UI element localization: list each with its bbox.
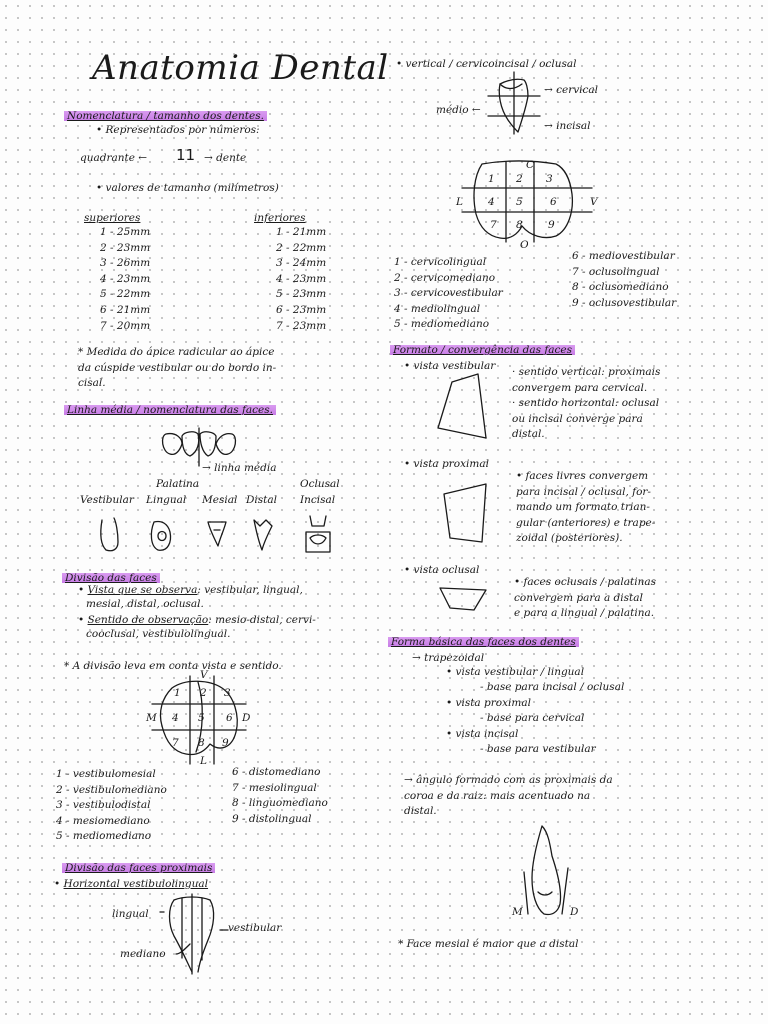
text-line: convergem para a distal [514,591,643,604]
sentido-line2: cooclusal, vestibulolingual. [86,628,231,640]
list-item: 9 - oclusovestibular [572,296,677,309]
fb-item-3: - base para cervical [480,712,585,724]
formato-vista-vestibular: • vista vestibular [404,360,496,372]
tooth-angle-diagram [518,822,574,918]
face-distal-label: Distal [246,494,278,506]
inferiores-list [276,226,326,335]
text-line: • faces livres convergem [516,470,649,482]
face-vestibular-label: Vestibular [80,494,134,506]
horizontal-underlined: Horizontal vestibulolingual [63,878,209,890]
tooth-faces-illustration [96,512,356,558]
list-item: 5 - 22mm [100,288,151,301]
grid-number-8: 8 [198,737,205,749]
trapezoid-vestibular-shape [434,372,494,440]
text-line: → ângulo formado com as proximais da [404,774,613,786]
distal-letter: D [570,906,579,918]
dente-label: → dente [204,152,247,164]
list-item: 3 - 24mm [276,257,327,270]
section-heading-linha-media: Linha média / nomenclatura das faces. [64,404,276,416]
tooth-division-grid-diagram [146,669,251,767]
list-item: 7 - 23mm [276,319,327,332]
trapezoidal-label: → trapezoidal [412,652,485,664]
list-item: 5 - mediomediano [56,830,152,843]
vista-rest: : vestibular, lingual, [197,584,303,596]
note-line: da cúspide vestibular ou do bordo in- [78,361,277,374]
mesial-letter: M [512,906,523,918]
palatina-label: Palatina [156,478,200,490]
vgrid-number-9: 9 [548,219,555,231]
fb-item-1: - base para incisal / oclusal [480,681,625,693]
note-line: * Medida do ápice radicular ao ápice [78,346,275,358]
list-item: 7 - oclusolingual [572,265,660,278]
list-item: 4 - 23mm [276,272,327,285]
text-line: ou incisal converge para [512,412,643,425]
grid-letter-l: L [200,755,207,767]
list-item: 2 - vestibulomediano [56,783,167,796]
section-heading-formato: Formato / convergência das faces [390,344,575,356]
formato-v3-text [514,576,656,623]
list-item: 6 - 23mm [276,303,327,316]
grid-number-2: 2 [200,687,207,699]
vertical-division-tooth-diagram [484,72,544,134]
vgrid-number-3: 3 [546,173,553,185]
list-item: 2 - cervicomediano [394,271,496,284]
medida-note [78,346,276,393]
quadrante-label: quadrante ← [80,152,148,164]
vertical-list-right [572,250,676,312]
list-item: 9 - distolingual [232,812,312,825]
vgrid-number-8: 8 [516,219,523,231]
list-item: 6 - distomediano [232,766,321,778]
list-item: 8 - oclusomediano [572,281,669,294]
vertical-list-left [394,256,503,334]
text-line: zoidal (posteriores). [516,532,623,545]
list-item: 7 - 20mm [100,319,151,332]
proximal-mediano-label: mediano [120,948,166,960]
trapezoid-oclusal-shape [438,584,490,614]
oclusal-label: Oclusal [300,478,340,490]
grid-number-5: 5 [198,712,205,724]
vgrid-number-4: 4 [488,196,495,208]
text-line: gular (anteriores) e trape- [516,516,656,529]
grid-number-7: 7 [172,737,179,749]
vertical-heading: • vertical / cervicoincisal / oclusal [396,58,577,70]
medio-label: médio ← [436,104,481,116]
vgrid-letter-c: C [526,159,535,171]
cervical-label: → cervical [544,84,599,96]
text-line: distal. [512,428,545,441]
list-item: 4 - mesiomediano [56,814,150,827]
section-heading-forma-basica: Forma básica das faces dos dentes [388,636,579,648]
vertical-grid-diagram [452,156,602,250]
vista-line2: mesial, distal, oclusal. [86,598,204,610]
fb-item-5: - base para vestibular [480,743,596,755]
formato-v1-text [512,366,660,444]
face-lingual-label: Lingual [146,494,187,506]
list-item: 2 - 22mm [276,241,327,254]
list-item: 3 - cervicovestibular [394,287,503,300]
superiores-list [100,226,150,335]
list-item: 6 - 21mm [100,303,151,316]
angulo-text [404,774,613,821]
divisao-list-right [232,766,328,828]
list-item: 1 - cervicolingual [394,256,487,268]
text-line: · sentido vertical: proximais [512,366,661,378]
incisal-label: → incisal [544,120,591,132]
vgrid-number-5: 5 [516,196,523,208]
list-item: 1 - vestibulomesial [56,768,156,780]
grid-number-1: 1 [174,687,181,699]
linha-media-label: → linha média [202,462,277,474]
grid-letter-v: V [200,669,208,681]
inferiores-label: inferiores [254,212,306,224]
vgrid-number-7: 7 [490,219,497,231]
face-mesial-label: Mesial [202,494,238,506]
text-line: convergem para cervical. [512,381,648,394]
section-heading-proximais: Divisão das faces proximais [62,862,215,874]
sentido-underlined: Sentido de observação [87,614,209,626]
text-line: distal. [404,805,437,818]
text-line: · sentido horizontal: oclusal [512,397,660,410]
list-item: 4 - 23mm [100,272,151,285]
page-title: Anatomia Dental [92,48,389,88]
text-line: para incisal / oclusal, for- [516,485,651,498]
divisao-list-left [56,768,167,846]
grid-letter-m: M [146,712,157,724]
text-line: mando um formato trian- [516,501,650,514]
grid-number-9: 9 [222,737,229,749]
bullet-sentido: • Sentido de observação: mesio-distal, cervi- [78,614,316,626]
divisao-note: * A divisão leva em conta vista e sentido. [64,660,282,672]
proximal-division-diagram [160,894,232,974]
list-item: 2 - 23mm [100,241,151,254]
formato-v2-text [516,470,655,548]
text-line: coroa e da raiz: mais acentuado na [404,789,591,802]
list-item: 8 - linguomediano [232,797,328,810]
bullet-horizontal: • Horizontal vestibulolingual [54,878,209,890]
note-line: cisal. [78,377,106,390]
vgrid-number-1: 1 [488,173,495,185]
formato-vista-proximal: • vista proximal [404,458,489,470]
grid-number-6: 6 [226,712,233,724]
text-line: e para a lingual / palatina. [514,607,655,620]
grid-number-4: 4 [172,712,179,724]
footnote-mesial: * Face mesial é maior que a distal [398,938,579,950]
list-item: 7 - mesiolingual [232,781,317,794]
grid-number-3: 3 [224,687,231,699]
vgrid-letter-v: V [590,196,598,208]
vista-underlined: Vista que se observa [87,584,198,596]
sentido-rest: : mesio-distal, cervi- [208,614,316,626]
face-incisal-label: Incisal [300,494,336,506]
list-item: 5 - mediomediano [394,318,490,331]
vgrid-number-2: 2 [516,173,523,185]
proximal-vestibular-label: vestibular [228,922,282,934]
list-item: 6 - mediovestibular [572,250,675,262]
proximal-lingual-label: lingual [112,908,149,920]
fb-item-0: • vista vestibular / lingual [446,666,585,678]
list-item: 4 - mediolingual [394,302,481,315]
fb-item-2: • vista proximal [446,697,531,709]
bullet-vista: • Vista que se observa: vestibular, lingual, [78,584,303,596]
text-line: • faces oclusais / palatinas [514,576,657,588]
vgrid-letter-l: L [456,196,463,208]
vgrid-letter-o: O [520,239,529,251]
bullet-representados: • Representados por números: [96,124,260,136]
tooth-number: 11 [176,146,196,164]
trapezoid-proximal-shape [440,482,492,544]
list-item: 3 - vestibulodistal [56,799,151,812]
list-item: 1 - 21mm [276,226,327,238]
superiores-label: superiores [84,212,141,224]
grid-letter-d: D [242,712,251,724]
section-heading-divisao: Divisão das faces [62,572,160,584]
bullet-valores: • valores de tamanho (milímetros) [96,182,279,194]
vgrid-number-6: 6 [550,196,557,208]
formato-vista-oclusal: • vista oclusal [404,564,480,576]
list-item: 3 - 26mm [100,257,151,270]
list-item: 1 - 25mm [100,226,151,238]
fb-item-4: • vista incisal [446,728,519,740]
section-heading-nomenclatura: Nomenclatura / tamanho dos dentes. [64,110,267,122]
list-item: 5 - 23mm [276,288,327,301]
